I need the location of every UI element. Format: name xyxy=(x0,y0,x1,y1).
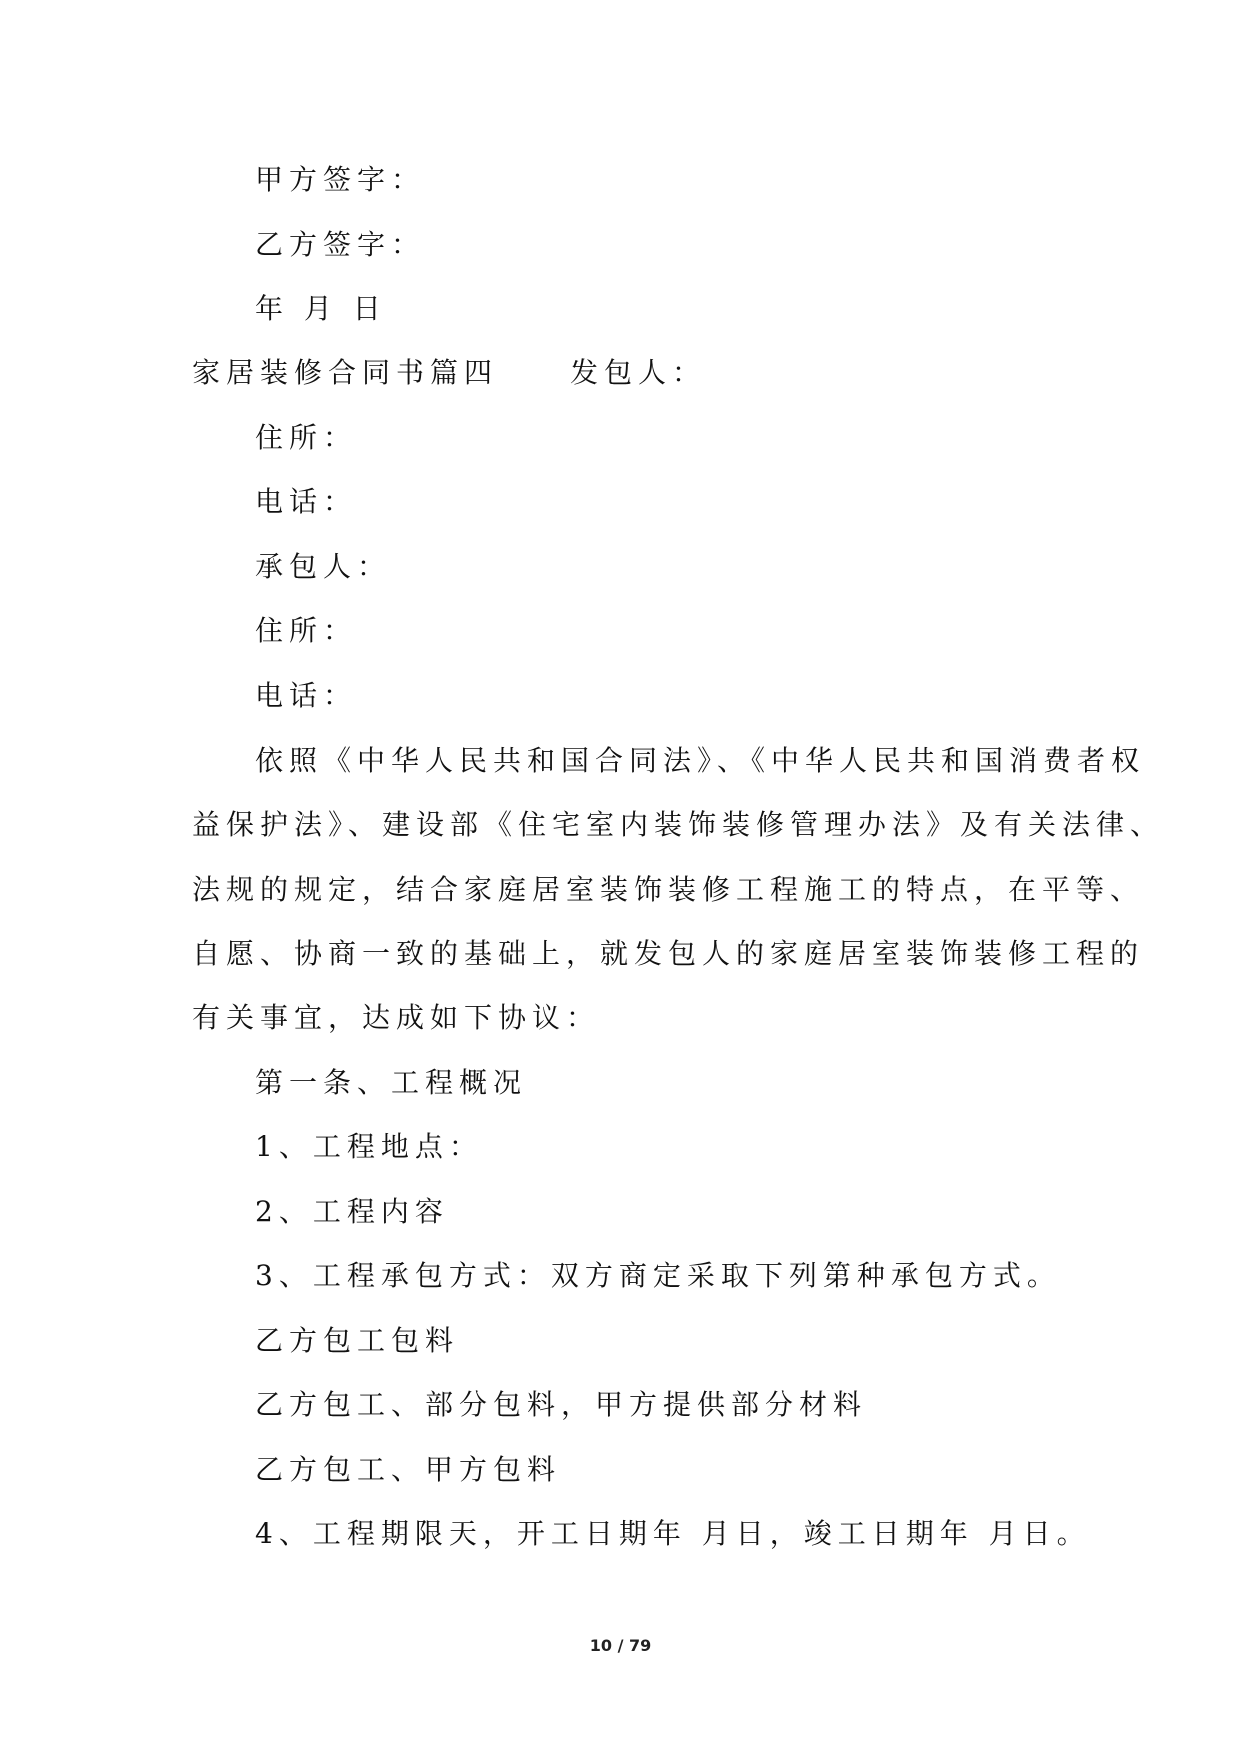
article-one-heading: 第一条、工程概况 xyxy=(255,1066,528,1099)
preamble-line-2: 益保护法》、建设部《住宅室内装饰装修管理办法》及有关法律、 xyxy=(192,808,1165,841)
item-project-content: 2、工程内容 xyxy=(255,1195,449,1228)
preamble-line-4: 自愿、协商一致的基础上，就发包人的家庭居室装饰装修工程的 xyxy=(192,937,1145,970)
item-project-location: 1、工程地点： xyxy=(255,1130,483,1163)
contractor-phone-line: 电话： xyxy=(255,679,358,712)
preamble-line-5: 有关事宜，达成如下协议： xyxy=(192,1001,601,1034)
option-labor-only: 乙方包工、甲方包料 xyxy=(255,1453,562,1486)
preamble-line-3: 法规的规定，结合家庭居室装饰装修工程施工的特点，在平等、 xyxy=(192,873,1145,906)
employer-phone-line: 电话： xyxy=(255,485,358,518)
date-line: 年 月 日 xyxy=(255,292,387,325)
preamble-line-1: 依照《中华人民共和国合同法》、《中华人民共和国消费者权 xyxy=(255,744,1146,777)
party-b-signature-line: 乙方签字： xyxy=(255,228,426,261)
section-heading: 家居装修合同书篇四 xyxy=(192,356,499,389)
employer-address-line: 住所： xyxy=(255,421,358,454)
contractor-label-line: 承包人： xyxy=(255,550,392,583)
page-number: 10 / 79 xyxy=(589,1636,652,1655)
item-project-duration: 4、工程期限天，开工日期年 月日，竣工日期年 月日。 xyxy=(255,1517,1091,1550)
contractor-address-line: 住所： xyxy=(255,614,358,647)
item-contract-method: 3、工程承包方式：双方商定采取下列第种承包方式。 xyxy=(255,1259,1061,1292)
employer-label: 发包人： xyxy=(570,356,707,389)
option-partial-materials: 乙方包工、部分包料，甲方提供部分材料 xyxy=(255,1388,868,1421)
party-a-signature-line: 甲方签字： xyxy=(255,163,426,196)
option-labor-and-materials: 乙方包工包料 xyxy=(255,1324,460,1357)
section-heading-line xyxy=(192,355,706,391)
